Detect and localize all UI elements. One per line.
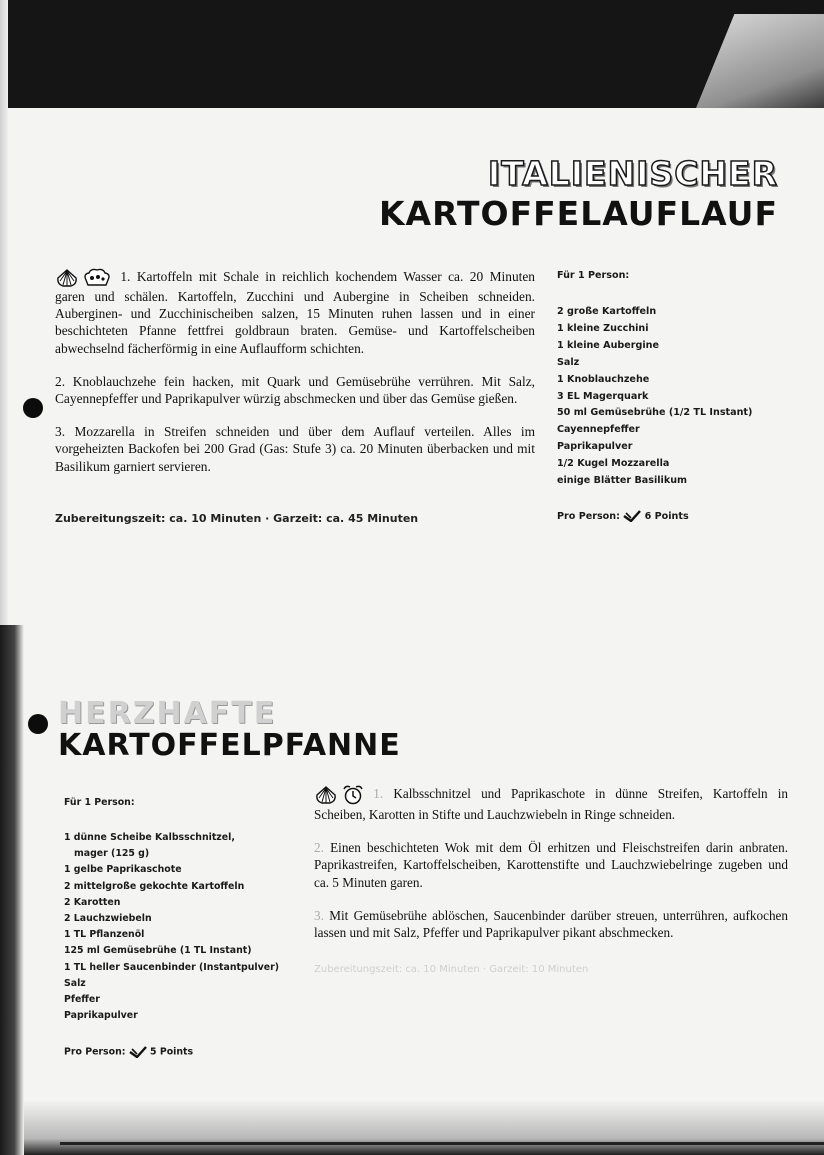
ingredient-item: 2 Lauchzwiebeln — [64, 913, 152, 925]
ingredient-item: 1 gelbe Paprikaschote — [64, 864, 182, 876]
recipe1-step-2-text: 2. Knoblauchzehe fein hacken, mit Quark und Gemüsebrühe verrühren. Mit Salz, Cayennepfeffer und Paprikapulver würzig abschmecken und über das Gemüse gießen. — [55, 373, 535, 407]
ingredient-item: Salz — [557, 356, 580, 368]
ingredient-item: 1 kleine Aubergine — [557, 339, 660, 351]
points-value: 6 Points — [644, 510, 689, 522]
ingredient-item: 3 EL Magerquark — [557, 390, 649, 402]
recipe1-step-1-text: 1. Kartoffeln mit Schale in reichlich kochendem Wasser ca. 20 Minuten garen und schälen. Kartoffeln, Zucchini und Aubergine in Scheiben schneiden. Auberginen- und Zucchinischeiben salzen, 15 Minuten ruhen lassen und in einer beschichteten Pfanne fettfrei goldbraun braten. Gemüse- und Kartoffelscheiben abwechselnd fächerförmig in eine Auflaufform schichten. — [55, 269, 535, 356]
ingredient-item: einige Blätter Basilikum — [557, 475, 688, 487]
ingredient-item: 50 ml Gemüsebrühe (1/2 TL Instant) — [557, 407, 753, 419]
scale-icon — [623, 510, 641, 522]
recipe2-servings: Für 1 Person: — [64, 797, 135, 808]
ingredient-item: Paprikapulver — [557, 441, 633, 453]
ingredient-item: 1 TL Pflanzenöl — [64, 929, 145, 941]
step-number: 1. — [373, 786, 384, 802]
ingredient-item: Paprikapulver — [64, 1010, 138, 1022]
recipe2-step — [314, 784, 788, 823]
scale-icon — [129, 1046, 147, 1058]
ingredient-item: 2 Karotten — [64, 896, 121, 908]
recipe2-ingredients-panel — [64, 797, 304, 1058]
ingredient-item: 1 TL heller Saucenbinder (Instantpulver) — [64, 961, 279, 973]
ingredient-item: Cayennepfeffer — [557, 424, 640, 436]
points-label: Pro Person: — [557, 510, 620, 522]
recipe1-icons — [55, 268, 112, 288]
ingredient-item: 125 ml Gemüsebrühe (1 TL Instant) — [64, 945, 252, 957]
ingredient-item: 2 mittelgroße gekochte Kartoffeln — [64, 880, 245, 892]
bottom-rule — [60, 1142, 824, 1145]
recipe1-time-info: Zubereitungszeit: ca. 10 Minuten · Garzeit: ca. 45 Minuten — [55, 512, 419, 525]
points-label: Pro Person: — [64, 1046, 126, 1058]
recipe2-step-1-text: Kalbsschnitzel und Paprikaschote in dünne Streifen, Kartoffeln in Scheiben, Karotten in Stifte und Lauchzwiebeln in Ringe schneiden. — [314, 786, 788, 822]
punch-hole — [28, 714, 48, 734]
points-value: 5 Points — [150, 1046, 194, 1058]
left-dark-edge — [0, 625, 24, 1155]
chef-hat-icon — [82, 268, 112, 288]
shell-icon — [314, 785, 338, 805]
recipe2-step — [314, 839, 788, 891]
recipe1-step — [55, 268, 535, 357]
step-number: 3. — [314, 907, 324, 923]
recipe1-step-3-text: 3. Mozzarella in Streifen schneiden und über dem Auflauf verteilen. Alles im vorgeheizten Backofen bei 200 Grad (Gas: Stufe 3) ca. 20 Minuten überbacken und mit Basilikum garniert servieren. — [55, 424, 535, 474]
ingredient-item: Pfeffer — [64, 994, 100, 1006]
recipe1-servings: Für 1 Person: — [557, 270, 630, 281]
recipe1-title — [379, 154, 778, 234]
alarm-clock-icon — [341, 784, 365, 806]
recipe2-title-line1: HERZHAFTE — [58, 696, 277, 731]
recipe2-points — [64, 1046, 304, 1058]
recipe1-ingredients-panel — [557, 270, 787, 522]
recipe2-instructions — [314, 784, 788, 957]
ingredient-item: 1/2 Kugel Mozzarella — [557, 458, 670, 470]
recipe1-points — [557, 510, 787, 522]
recipe2-icons — [314, 784, 365, 806]
recipe2-step-3-text: Mit Gemüsebrühe ablöschen, Saucenbinder darüber streuen, unterrühren, aufkochen lassen und mit Salz, Pfeffer und Paprikapulver pikant abschmecken. — [314, 907, 788, 941]
step-number: 2. — [314, 840, 324, 856]
ingredient-item: 1 dünne Scheibe Kalbsschnitzel, — [64, 832, 235, 843]
ingredient-item: Salz — [64, 977, 86, 989]
ingredient-item: 2 große Kartoffeln — [557, 306, 657, 317]
top-dark-band — [8, 0, 824, 108]
recipe1-title-line2: KARTOFFELAUFLAUF — [378, 194, 778, 233]
ingredient-item: 1 Knoblauchzehe — [557, 373, 650, 385]
recipe2-time-info: Zubereitungszeit: ca. 10 Minuten · Garzeit: 10 Minuten — [314, 964, 589, 975]
recipe2-step-2-text: Einen beschichteten Wok mit dem Öl erhitzen und Fleischstreifen darin anbraten. Paprikastreifen, Kartoffelscheiben, Karottenstifte und Lauchzwiebelringe zugeben und ca. 5 Minuten garen. — [314, 840, 788, 890]
ingredient-item: mager (125 g) — [74, 848, 150, 860]
recipe2-step — [314, 907, 788, 941]
shell-icon — [55, 268, 79, 288]
recipe2-title-line2: KARTOFFELPFANNE — [58, 728, 401, 763]
recipe1-instructions — [55, 268, 535, 491]
ingredient-item: 1 kleine Zucchini — [557, 322, 649, 334]
bottom-dark-edge — [24, 1100, 824, 1155]
punch-hole — [23, 398, 43, 418]
recipe1-title-line1: ITALIENISCHER — [487, 154, 778, 193]
